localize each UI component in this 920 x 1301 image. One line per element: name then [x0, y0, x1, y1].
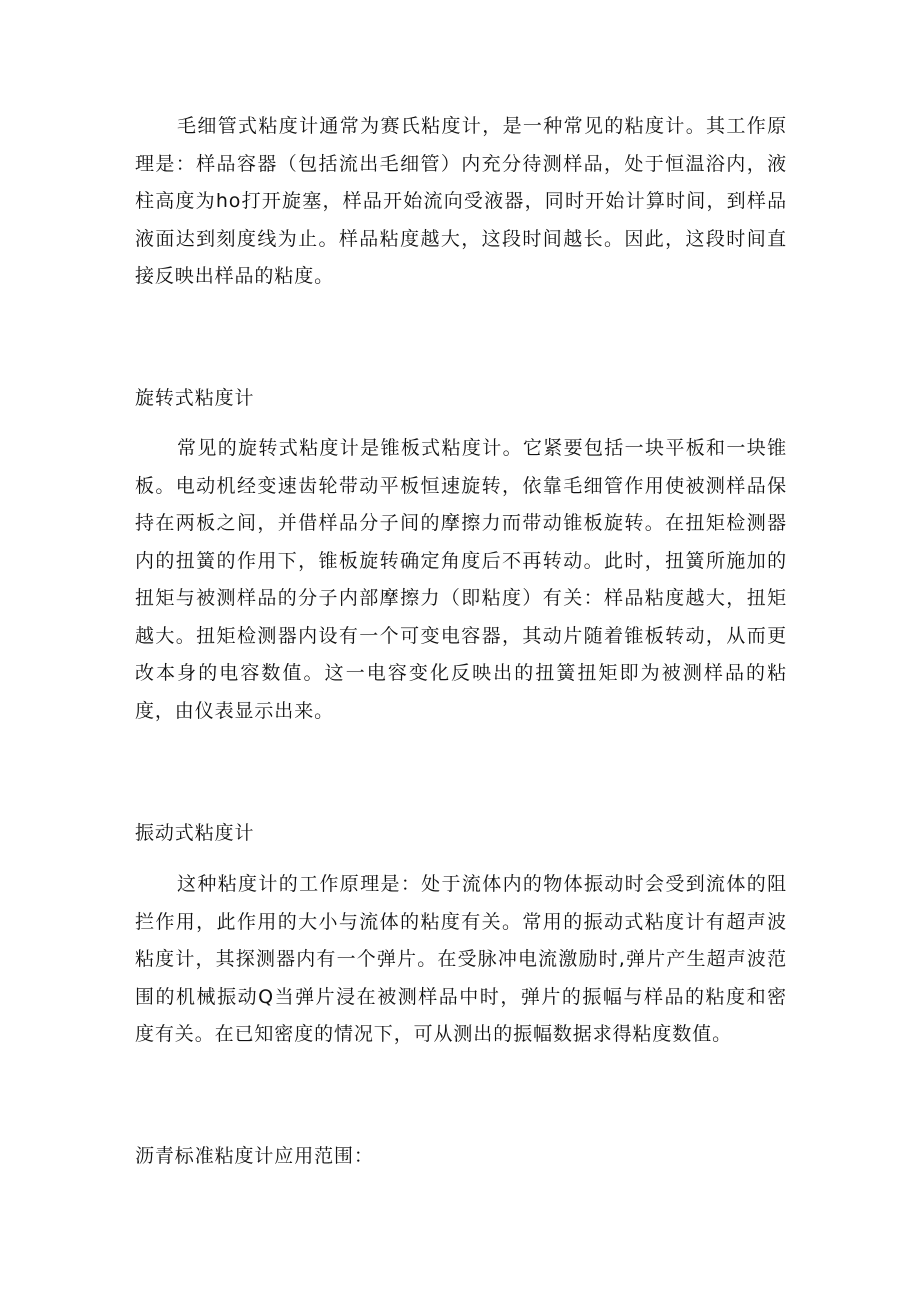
rotational-viscometer-heading: 旋转式粘度计 — [135, 387, 255, 409]
capillary-viscometer-paragraph: 毛细管式粘度计通常为赛氏粘度计，是一种常见的粘度计。其工作原理是：样品容器（包括流出毛细管）内充分待测样品，处于恒温浴内，液柱高度为ho打开旋塞，样品开始流向受液器，同时开始计算时间，到样品液面达到刻度线为止。样品粘度越大，这段时间越长。因此，这段时间直接反映出样品的粘度。 — [135, 115, 787, 287]
rotational-viscometer-paragraph: 常见的旋转式粘度计是锥板式粘度计。它紧要包括一块平板和一块锥板。电动机经变速齿轮带动平板恒速旋转，依靠毛细管作用使被测样品保持在两板之间，并借样品分子间的摩擦力而带动锥板旋转。在扭矩检测器内的扭簧的作用下，锥板旋转确定角度后不再转动。此时，扭簧所施加的扭矩与被测样品的分子内部摩擦力（即粘度）有关：样品粘度越大，扭矩越大。扭矩检测器内设有一个可变电容器，其动片随着锥板转动，从而更改本身的电容数值。这一电容变化反映出的扭簧扭矩即为被测样品的粘度，由仪表显示出来。 — [135, 437, 787, 722]
vibrational-viscometer-paragraph: 这种粘度计的工作原理是：处于流体内的物体振动时会受到流体的阻拦作用，此作用的大小与流体的粘度有关。常用的振动式粘度计有超声波粘度计，其探测器内有一个弹片。在受脉冲电流激励时,弹片产生超声波范围的机械振动Q当弹片浸在被测样品中时，弹片的振幅与样品的粘度和密度有关。在已知密度的情况下，可从测出的振幅数据求得粘度数值。 — [135, 873, 787, 1045]
asphalt-viscometer-application-heading: 沥青标准粘度计应用范围： — [135, 1145, 374, 1167]
vibrational-viscometer-heading: 振动式粘度计 — [135, 822, 255, 844]
